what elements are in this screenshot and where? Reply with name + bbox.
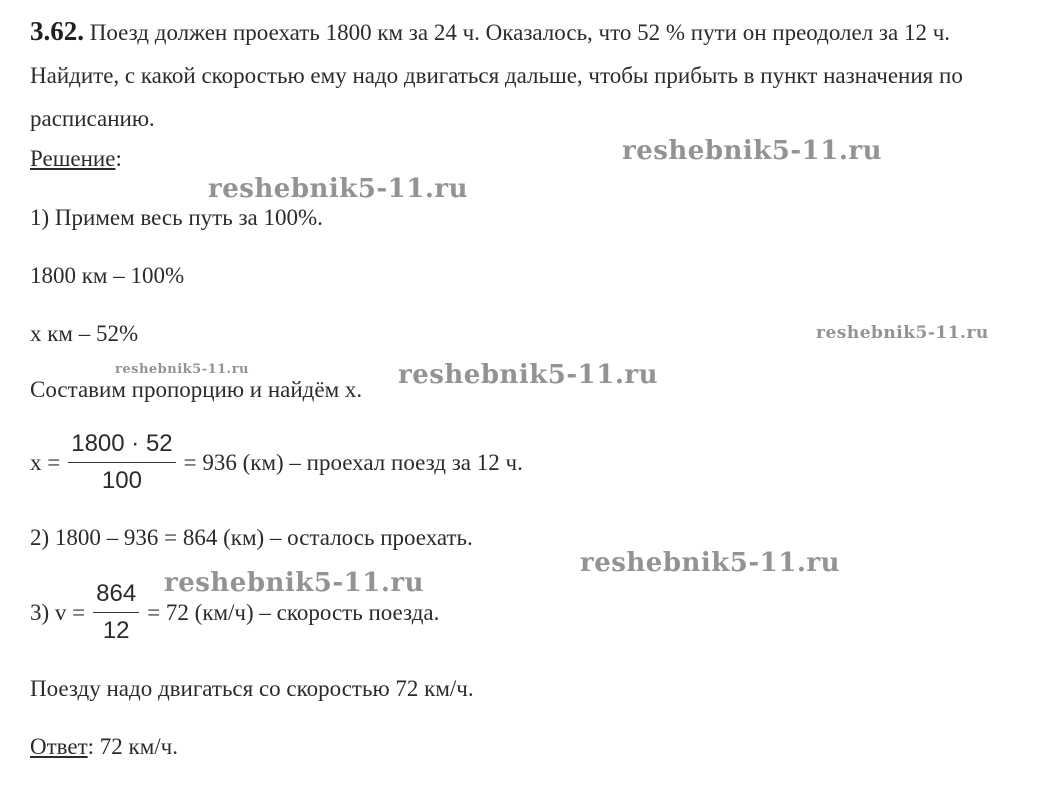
equation-1-rhs: = 936 (км) – проехал поезд за 12 ч. <box>183 449 523 475</box>
fraction-denominator: 100 <box>101 467 142 494</box>
problem-text: Поезд должен проехать 1800 км за 24 ч. Оказалось, что 52 % пути он преодолел за 12 ч. Найдите, с какой скоростью ему надо двигаться дальше, чтобы прибыть в пункт назначения по расписанию. <box>30 20 963 131</box>
proportion-text: Составим пропорцию и найдём х. <box>30 377 363 402</box>
equation-1-lhs: х = <box>30 449 61 475</box>
answer-label: Ответ <box>30 734 88 759</box>
watermark: reshebnik5-11.ru <box>398 360 659 390</box>
fraction-numerator: 1800 · 52 <box>71 430 173 457</box>
fraction-numerator: 864 <box>96 580 137 607</box>
proportion-line-2: х км – 52% <box>30 321 139 346</box>
step-1: 1) Примем весь путь за 100%. <box>30 205 323 230</box>
problem-statement <box>30 10 1040 140</box>
equation-2-rhs: = 72 (км/ч) – скорость поезда. <box>147 599 440 625</box>
step-2: 2) 1800 – 936 = 864 (км) – осталось проехать. <box>30 525 473 550</box>
solution-heading-line <box>30 146 122 172</box>
watermark: reshebnik5-11.ru <box>208 174 469 204</box>
answer-line <box>30 734 178 760</box>
conclusion: Поезду надо двигаться со скоростью 72 км/ч. <box>30 676 474 701</box>
solution-heading: Решение <box>30 146 116 171</box>
watermark: reshebnik5-11.ru <box>622 136 883 166</box>
fraction-denominator: 12 <box>102 617 130 644</box>
equation-1 <box>30 430 523 495</box>
equation-1-fraction <box>68 430 175 495</box>
equation-2-lhs: 3) v = <box>30 599 86 625</box>
watermark: reshebnik5-11.ru <box>580 548 841 578</box>
proportion-line-1: 1800 км – 100% <box>30 263 185 288</box>
watermark: reshebnik5-11.ru <box>115 362 250 377</box>
watermark: reshebnik5-11.ru <box>816 323 989 343</box>
watermark: reshebnik5-11.ru <box>164 568 425 598</box>
answer-value: : 72 км/ч. <box>87 734 178 759</box>
solution-heading-colon: : <box>115 146 122 171</box>
equation-2-fraction <box>93 580 139 645</box>
problem-number: 3.62. <box>30 16 84 46</box>
